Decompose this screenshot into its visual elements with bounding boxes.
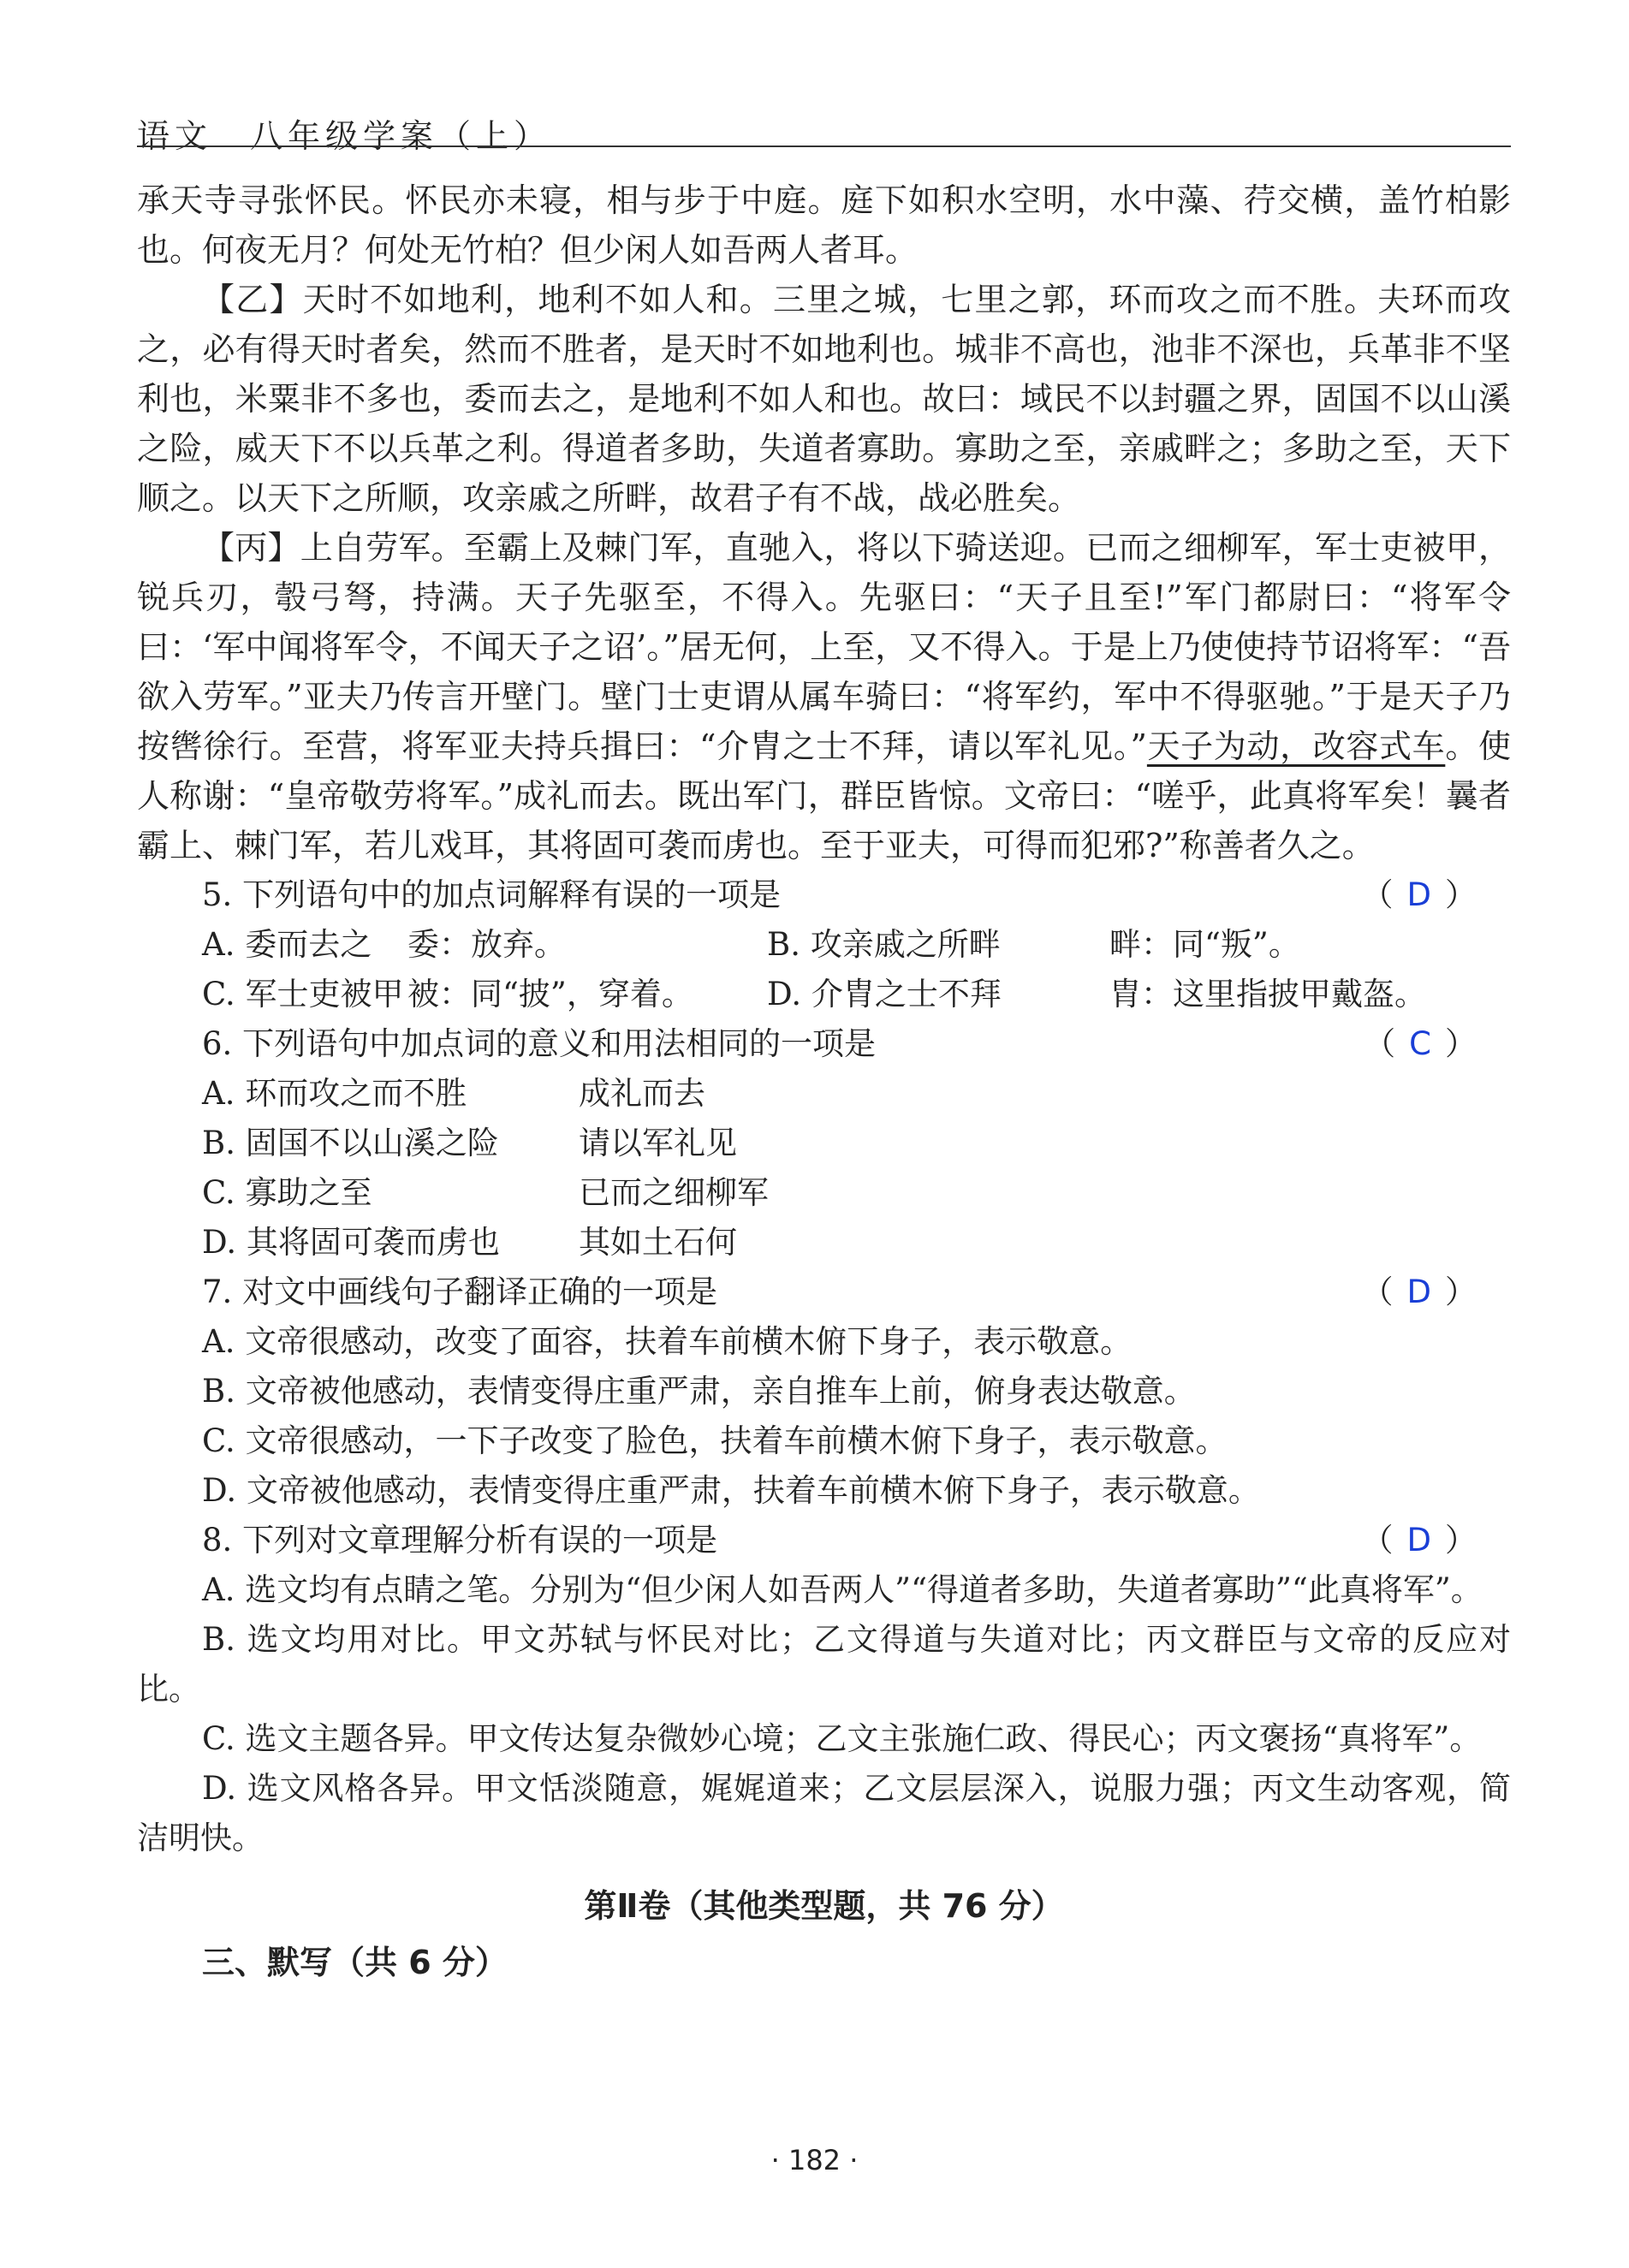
answer-letter: C xyxy=(1409,1025,1431,1062)
option-d: D. 介胄之士不拜 xyxy=(767,976,1002,1012)
passage-jia-tail: 承天寺寻张怀民。怀民亦未寝，相与步于中庭。庭下如积水空明，水中藻、荇交横，盖竹柏影也。何夜无月？何处无竹柏？但少闲人如吾两人者耳。 xyxy=(137,181,1511,269)
question-5 xyxy=(137,870,1511,920)
option-b: B. 攻亲戚之所畔 xyxy=(767,926,1001,963)
option-c: C. 军士吏被甲 xyxy=(202,976,404,1012)
question-5-option-row xyxy=(137,920,1511,970)
question-6-option-row xyxy=(137,1069,1511,1119)
option-a-gloss: 委：放弃。 xyxy=(407,926,566,963)
question-5-stem: 5. 下列语句中的加点词解释有误的一项是 xyxy=(202,876,782,913)
answer-letter: D xyxy=(1406,1522,1431,1559)
option-b-pair: 请以军礼见 xyxy=(579,1125,737,1161)
page-header: 语文 八年级学案（上） xyxy=(137,117,552,155)
question-5-answer: （ D ） xyxy=(1361,876,1477,913)
question-6-answer: （ C ） xyxy=(1364,1025,1477,1062)
question-7-answer: （ D ） xyxy=(1361,1274,1477,1310)
option-c-gloss: 被：同“披”，穿着。 xyxy=(407,976,693,1012)
question-8-stem: 8. 下列对文章理解分析有误的一项是 xyxy=(202,1522,718,1559)
question-7 xyxy=(137,1268,1511,1317)
option-a: A. 选文均有点睛之笔。分别为“但少闲人如吾两人”“得道者多助，失道者寡助”“此真将军”。 xyxy=(202,1571,1483,1608)
question-6-option-row xyxy=(137,1119,1511,1168)
question-6-stem: 6. 下列语句中加点词的意义和用法相同的一项是 xyxy=(202,1025,877,1062)
question-8 xyxy=(137,1516,1511,1565)
option-d-pair: 其如土石何 xyxy=(579,1224,737,1261)
passage-bing xyxy=(137,523,1511,870)
option-b: B. 选文均用对比。甲文苏轼与怀民对比；乙文得道与失道对比；丙文群臣与文帝的反应对比。 xyxy=(137,1621,1511,1707)
option-a: A. 文帝很感动，改变了面容，扶着车前横木俯下身子，表示敬意。 xyxy=(202,1323,1133,1360)
answer-letter: D xyxy=(1406,876,1431,913)
underlined-sentence: 天子为动，改容式车 xyxy=(1146,727,1446,765)
option-c: C. 选文主题各异。甲文传达复杂微妙心境；乙文主张施仁政、得民心；丙文褒扬“真将军”。 xyxy=(202,1720,1482,1757)
passage-bing-after: 。使人称谢：“皇帝敬劳将军。”成礼而去。既出军门，群臣皆惊。文帝曰：“嗟乎，此真将军矣！曩者霸上、棘门军，若儿戏耳，其将固可袭而虏也。至于亚夫，可得而犯邪?”称善者久之。 xyxy=(137,727,1511,864)
question-6-option-row xyxy=(137,1218,1511,1268)
option-c-pair: 已而之细柳军 xyxy=(579,1174,769,1211)
section-title: 第Ⅱ卷（其他类型题，共 76 分） xyxy=(584,1887,1064,1925)
question-7-stem: 7. 对文中画线句子翻译正确的一项是 xyxy=(202,1274,718,1310)
option-b-gloss: 畔：同“叛”。 xyxy=(1109,926,1300,963)
passage-yi: 【乙】天时不如地利，地利不如人和。三里之城，七里之郭，环而攻之而不胜。夫环而攻之，必有得天时者矣，然而不胜者，是天时不如地利也。城非不高也，池非不深也，兵革非不坚利也，米粟非不多也，委而去之，是地利不如人和也。故曰：域民不以封疆之界，固国不以山溪之险，威天下不以兵革之利。得道者多助，失道者寡助。寡助之至，亲戚畔之；多助之至，天下顺之。以天下之所顺，攻亲戚之所畔，故君子有不战，战必胜矣。 xyxy=(137,281,1511,517)
option-a-pair: 成礼而去 xyxy=(579,1075,705,1112)
question-5-option-row xyxy=(137,970,1511,1019)
option-a: A. 环而攻之而不胜 xyxy=(202,1075,467,1112)
option-d: D. 文帝被他感动，表情变得庄重严肃，扶着车前横木俯下身子，表示敬意。 xyxy=(202,1472,1260,1509)
option-d-gloss: 胄：这里指披甲戴盔。 xyxy=(1109,976,1426,1012)
option-d: D. 其将固可袭而虏也 xyxy=(202,1224,500,1261)
page-content xyxy=(137,175,1511,1988)
option-b: B. 文帝被他感动，表情变得庄重严肃，亲自推车上前，俯身表达敬意。 xyxy=(202,1373,1196,1410)
question-8-answer: （ D ） xyxy=(1361,1522,1477,1559)
passage-bing-before: 【丙】上自劳军。至霸上及棘门军，直驰入，将以下骑送迎。已而之细柳军，军士吏被甲，锐兵刃，彀弓弩，持满。天子先驱至，不得入。先驱曰：“天子且至!”军门都尉曰：“将军令曰：‘军中闻将军令，不闻天子之诏’。”居无何，上至，又不得入。于是上乃使使持节诏将军：“吾欲入劳军。”亚夫乃传言开壁门。壁门士吏谓从属车骑曰：“将军约，军中不得驱驰。”于是天子乃按辔徐行。至营，将军亚夫持兵揖曰：“介胄之士不拜，请以军礼见。” xyxy=(137,529,1511,765)
page-number: · 182 · xyxy=(770,2144,859,2176)
question-6 xyxy=(137,1019,1511,1069)
option-b: B. 固国不以山溪之险 xyxy=(202,1125,499,1161)
option-a: A. 委而去之 xyxy=(202,926,372,963)
header-rule xyxy=(137,145,1511,147)
question-6-option-row xyxy=(137,1168,1511,1218)
option-c: C. 寡助之至 xyxy=(202,1174,372,1211)
answer-letter: D xyxy=(1406,1274,1431,1310)
option-d: D. 选文风格各异。甲文恬淡随意，娓娓道来；乙文层层深入，说服力强；丙文生动客观，简洁明快。 xyxy=(137,1770,1511,1856)
section-subtitle: 三、默写（共 6 分） xyxy=(202,1944,508,1981)
option-c: C. 文帝很感动，一下子改变了脸色，扶着车前横木俯下身子，表示敬意。 xyxy=(202,1422,1228,1459)
